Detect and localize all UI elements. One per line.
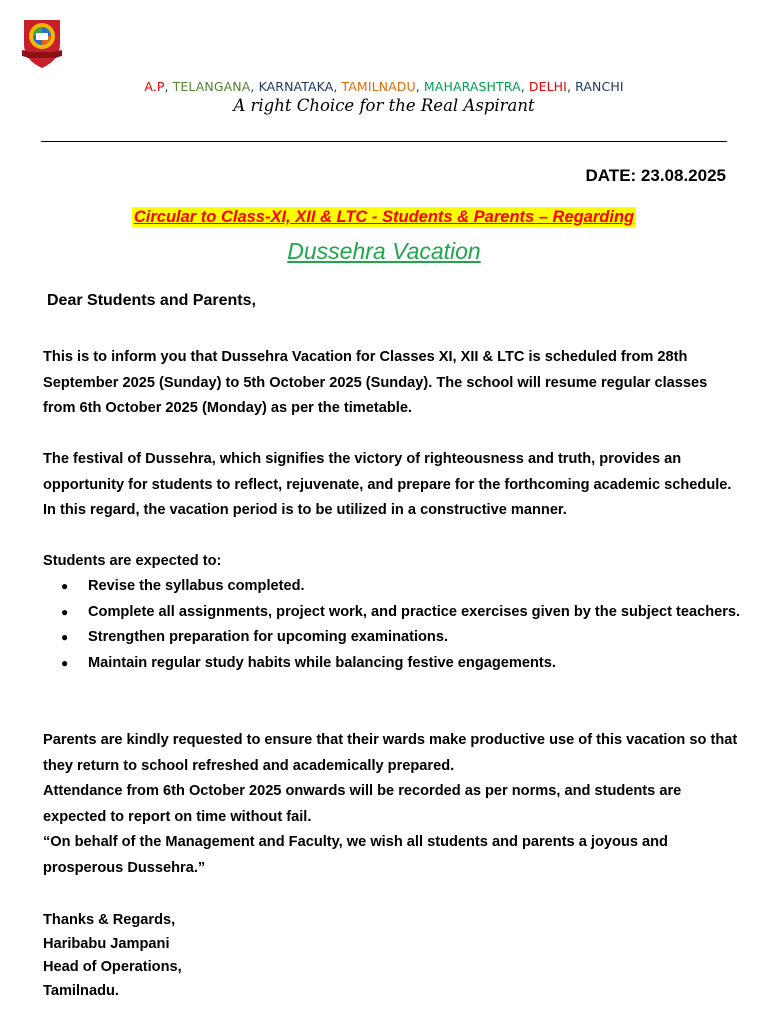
- bullet-icon: ●: [61, 630, 69, 645]
- salutation: Dear Students and Parents,: [47, 292, 256, 309]
- list-item: ● Maintain regular study habits while balancing festive engagements.: [61, 651, 741, 677]
- bullet-icon: ●: [61, 604, 69, 619]
- state-name: ,: [333, 79, 342, 94]
- bullet-icon: ●: [61, 579, 69, 593]
- state-name: ,: [566, 79, 576, 94]
- expectations-list: [61, 574, 741, 676]
- circular-heading: [0, 208, 768, 227]
- list-item: ● Revise the syllabus completed.: [61, 574, 741, 600]
- paragraph-festival: The festival of Dussehra, which signifies the victory of righteousness and truth, provides an opportunity for students to reflect, rejuvenate, and prepare for the forthcoming academic schedule. In this regard, the vacation period is to be utilized in a constructive manner.: [43, 451, 732, 519]
- bullet-icon: ●: [61, 655, 69, 670]
- state-name: TELANGANA: [172, 79, 251, 94]
- state-list: [0, 79, 768, 94]
- signature-name: Haribabu Jampani: [43, 935, 170, 952]
- state-name: MAHARASHTRA: [423, 79, 521, 94]
- state-name: RANCHI: [575, 79, 624, 94]
- paragraph-schedule: This is to inform you that Dussehra Vacation for Classes XI, XII & LTC is scheduled from 28th September 2025 (Sunday) to 5th October 2025 (Sunday). The school will resume regular classes from 6th October 2025 (Monday) as per the timetable.: [43, 349, 708, 417]
- state-name: KARNATAKA: [258, 79, 334, 94]
- school-logo: [18, 14, 66, 70]
- state-name: DELHI: [528, 79, 567, 94]
- state-name: ,: [250, 79, 259, 94]
- state-name: TAMILNADU: [341, 79, 416, 94]
- list-item: ● Strengthen preparation for upcoming examinations.: [61, 625, 741, 651]
- list-item: ● Complete all assignments, project work, and practice exercises given by the subject teachers.: [61, 600, 741, 626]
- circular-date: DATE: 23.08.2025: [585, 166, 726, 185]
- signature-designation: Head of Operations,: [43, 959, 182, 975]
- paragraph-wishes: “On behalf of the Management and Faculty, we wish all students and parents a joyous and prosperous Dussehra.”: [43, 834, 668, 876]
- subject-title: Dussehra Vacation: [287, 238, 481, 264]
- state-name: ,: [164, 79, 173, 94]
- state-name: ,: [415, 79, 424, 94]
- signature-closing: Thanks & Regards,: [43, 912, 176, 928]
- expectations-intro: Students are expected to:: [43, 553, 222, 569]
- tagline: A right Choice for the Real Aspirant: [233, 96, 535, 115]
- signature-location: Tamilnadu.: [43, 982, 119, 999]
- header-divider: [41, 141, 727, 142]
- state-name: A.P: [144, 79, 165, 94]
- signature-block: [43, 909, 182, 1003]
- paragraph-parents: Parents are kindly requested to ensure that their wards make productive use of this vacation so that they return to school refreshed and academically prepared.: [43, 732, 738, 774]
- state-name: ,: [520, 79, 529, 94]
- circular-title: Circular to Class-XI, XII & LTC - Students & Parents – Regarding: [133, 208, 635, 226]
- closing-paragraphs: [43, 728, 743, 882]
- paragraph-attendance: Attendance from 6th October 2025 onwards will be recorded as per norms, and students are expected to report on time without fail.: [43, 783, 682, 825]
